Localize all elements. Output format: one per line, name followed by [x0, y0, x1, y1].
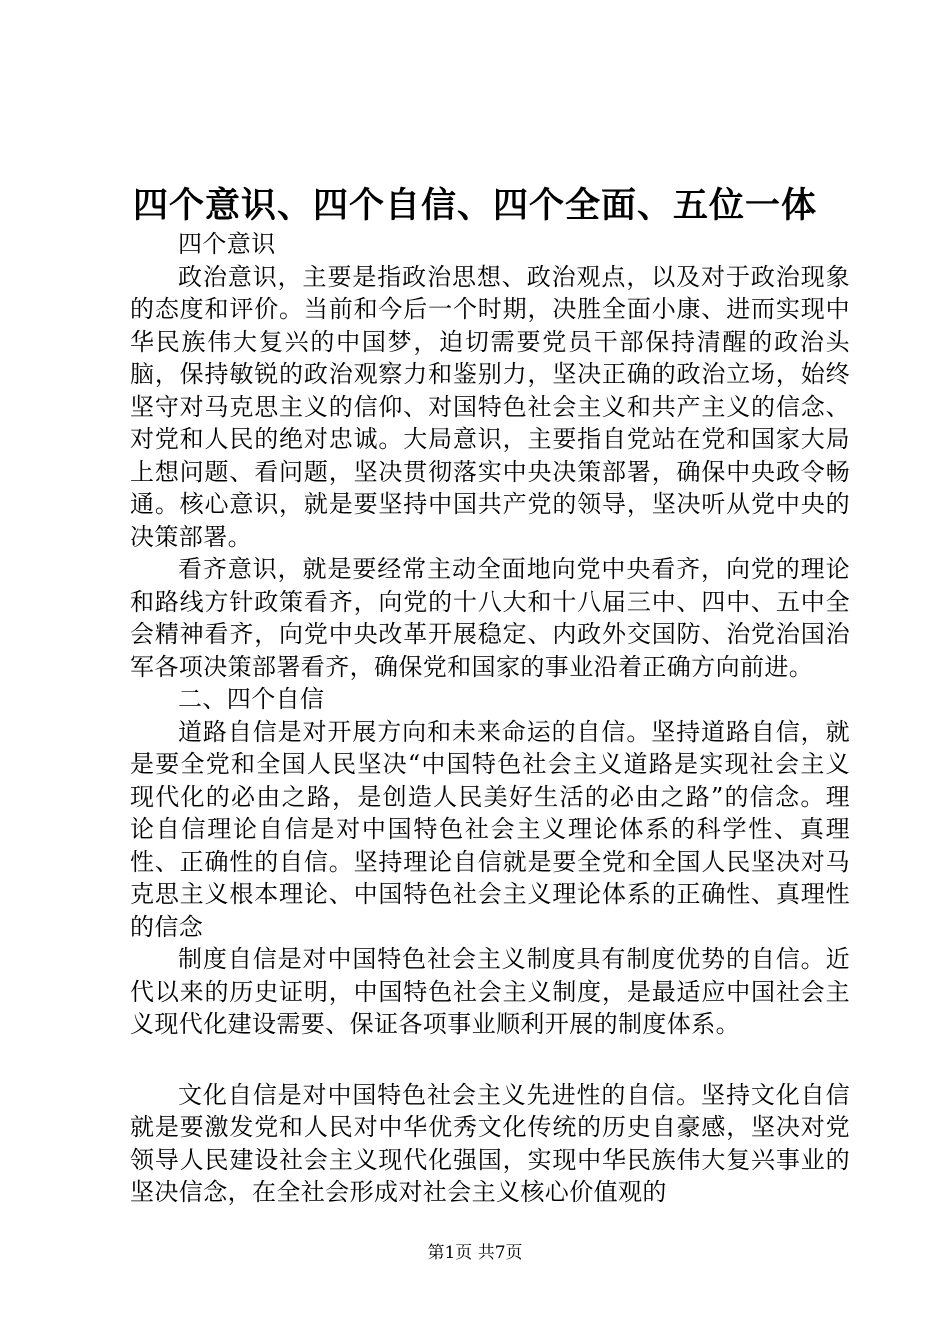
- document-title: 四个意识、四个自信、四个全面、五位一体: [132, 185, 817, 226]
- section-heading-four-confidences: 二、四个自信: [178, 685, 325, 713]
- page-number-footer: 第1页 共7页: [427, 1243, 523, 1263]
- paragraph: 政治意识，主要是指政治思想、政治观点，以及对于政治现象的态度和评价。当前和今后一个时期，决胜全面小康、进而实现中华民族伟大复兴的中国梦，迫切需要党员干部保持清醒的政治头脑，保持敏锐的政治观察力和鉴别力，坚决正确的政治立场，始终坚守对马克思主义的信仰、对国特色社会主义和共产主义的信念、对党和人民的绝对忠诚。大局意识，主要指自党站在党和国家大局上想问题、看问题，坚决贯彻落实中央决策部署，确保中央政令畅通。核心意识，就是要坚持中国共产党的领导，坚决听从党中央的决策部署。: [130, 262, 850, 551]
- paragraph: 制度自信是对中国特色社会主义制度具有制度优势的自信。近代以来的历史证明，中国特色社会主义制度，是最适应中国社会主义现代化建设需要、保证各项事业顺利开展的制度体系。: [130, 945, 850, 1038]
- section-heading-four-awareness: 四个意识: [178, 230, 276, 258]
- paragraph: 看齐意识，就是要经常主动全面地向党中央看齐，向党的理论和路线方针政策看齐，向党的十八大和十八届三中、四中、五中全会精神看齐，向党中央改革开展稳定、内政外交国防、治党治国治军各项决策部署看齐，确保党和国家的事业沿着正确方向前进。: [130, 555, 850, 681]
- paragraph: 文化自信是对中国特色社会主义先进性的自信。坚持文化自信就是要激发党和人民对中华优秀文化传统的历史自豪感，坚决对党领导人民建设社会主义现代化强国，实现中华民族伟大复兴事业的坚决信念，在全社会形成对社会主义核心价值观的: [130, 1080, 850, 1206]
- document-body: [130, 228, 850, 1209]
- paragraph-spacer: [130, 1041, 850, 1079]
- paragraph: 道路自信是对开展方向和未来命运的自信。坚持道路自信，就是要全党和全国人民坚决“中国特色社会主义道路是实现社会主义现代化的必由之路，是创造人民美好生活的必由之路”的信念。理论自信理论自信是对中国特色社会主义理论体系的科学性、真理性、正确性的自信。坚持理论自信就是要全党和全国人民坚决对马克思主义根本理论、中国特色社会主义理论体系的正确性、真理性的信念: [130, 717, 850, 941]
